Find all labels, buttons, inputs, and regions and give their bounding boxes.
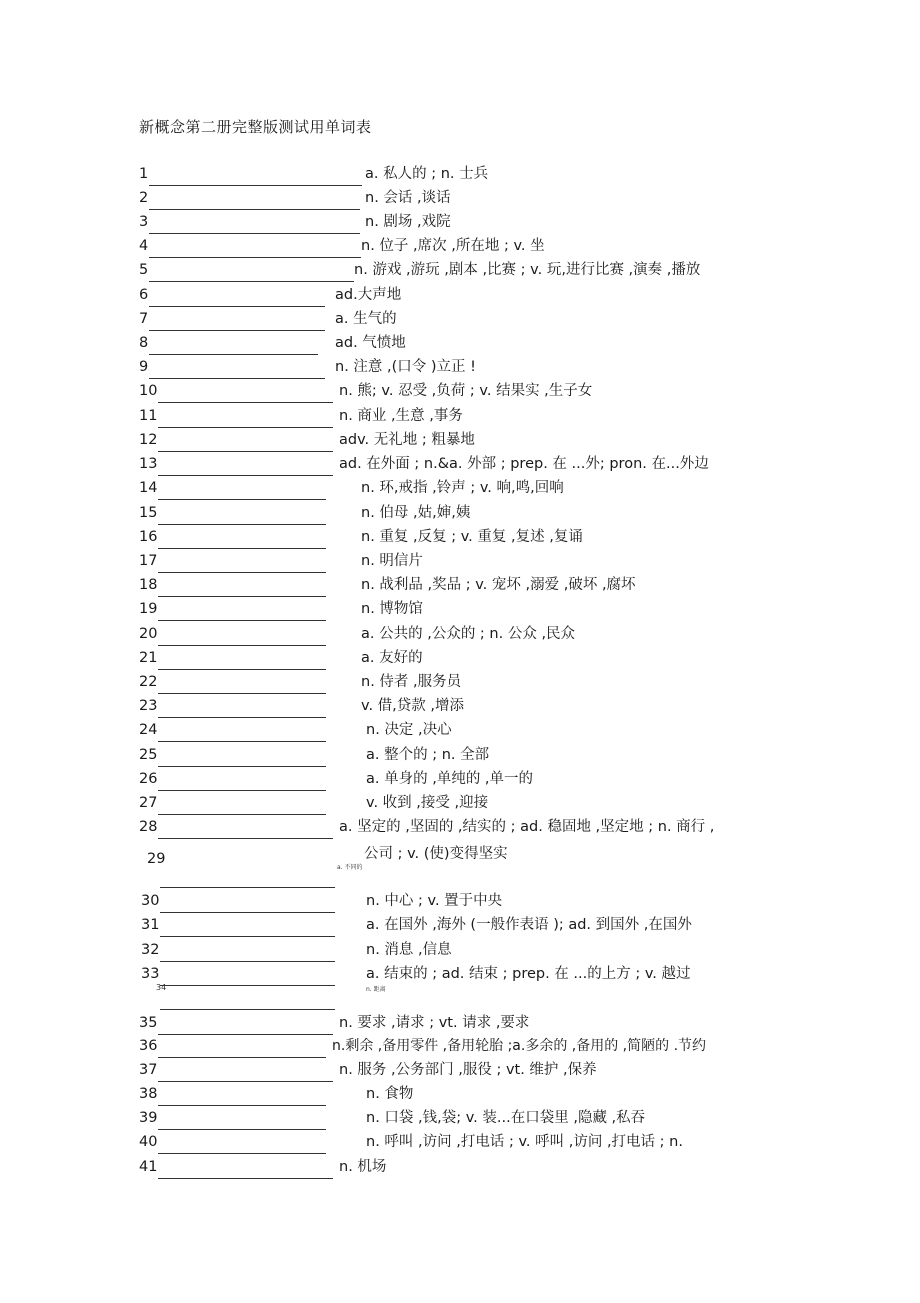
answer-blank[interactable]	[160, 966, 335, 986]
answer-blank[interactable]	[160, 942, 335, 962]
answer-blank[interactable]	[158, 1062, 333, 1082]
list-item	[141, 913, 692, 937]
item-definition: n. 中心 ; v. 置于中央	[366, 893, 503, 909]
item-number: 31	[141, 917, 160, 933]
answer-blank[interactable]	[149, 214, 360, 234]
list-item	[139, 1011, 530, 1035]
answer-blank[interactable]	[158, 819, 333, 839]
list-item	[139, 258, 701, 282]
item-definition: a. 单身的 ,单纯的 ,单一的	[366, 771, 534, 787]
item-definition: adv. 无礼地 ; 粗暴地	[339, 432, 475, 448]
item-number: 4	[139, 238, 149, 254]
list-item	[139, 186, 451, 210]
answer-blank[interactable]	[149, 190, 360, 210]
answer-blank[interactable]	[158, 1159, 333, 1179]
answer-blank[interactable]	[149, 287, 325, 307]
list-item	[139, 452, 709, 476]
item-number: 21	[139, 650, 158, 666]
item-number: 37	[139, 1062, 158, 1078]
item-definition: n. 博物馆	[361, 601, 423, 617]
item-number: 40	[139, 1134, 158, 1150]
item-number: 10	[139, 383, 158, 399]
answer-blank[interactable]	[160, 990, 335, 1010]
list-item	[139, 767, 534, 791]
list-item	[139, 743, 490, 767]
item-number: 12	[139, 432, 158, 448]
item-definition: a. 在国外 ,海外 (一般作表语 ); ad. 到国外 ,在国外	[366, 917, 692, 933]
item-number: 39	[139, 1110, 158, 1126]
item-definition: ad. 气愤地	[335, 335, 406, 351]
answer-blank[interactable]	[158, 1110, 326, 1130]
answer-blank[interactable]	[158, 1015, 333, 1035]
answer-blank[interactable]	[149, 166, 362, 186]
item-definition: a. 结束的 ; ad. 结束 ; prep. 在 ...的上方 ; v. 越过	[366, 966, 691, 982]
list-item	[139, 670, 462, 694]
answer-blank[interactable]	[158, 480, 326, 500]
item-definition: n. 商业 ,生意 ,事务	[339, 408, 463, 424]
list-item	[139, 549, 423, 573]
item-number: 22	[139, 674, 158, 690]
item-definition: a. 生气的	[335, 311, 397, 327]
item-definition: ad. 在外面 ; n.&a. 外部 ; prep. 在 ...外; pron. 在...外边	[339, 456, 709, 472]
item-definition: n. 位子 ,席次 ,所在地 ; v. 坐	[361, 238, 545, 254]
item-definition: n. 游戏 ,游玩 ,剧本 ,比赛 ; v. 玩,进行比赛 ,演奏 ,播放	[354, 262, 701, 278]
answer-blank[interactable]	[158, 505, 326, 525]
item-definition: a. 坚定的 ,坚固的 ,结实的 ; ad. 稳固地 ,坚定地 ; n. 商行 ,	[339, 819, 715, 835]
item-number: 5	[139, 262, 149, 278]
list-item	[139, 718, 452, 742]
answer-blank[interactable]	[160, 917, 335, 937]
list-item	[141, 889, 503, 913]
answer-blank[interactable]	[158, 529, 326, 549]
answer-blank[interactable]	[158, 383, 333, 403]
item-definition: n. 要求 ,请求 ; vt. 请求 ,要求	[339, 1015, 530, 1031]
item-definition: n. 消息 ,信息	[366, 942, 452, 958]
item-definition: n. 服务 ,公务部门 ,服役 ; vt. 维护 ,保养	[339, 1062, 597, 1078]
item-number: 13	[139, 456, 158, 472]
item-number: 26	[139, 771, 158, 787]
answer-blank[interactable]	[158, 553, 326, 573]
item-number: 35	[139, 1015, 158, 1031]
list-item	[139, 404, 463, 428]
item-definition: n. 战利品 ,奖品 ; v. 宠坏 ,溺爱 ,破坏 ,腐坏	[361, 577, 636, 593]
list-item	[141, 938, 452, 962]
item-number: 23	[139, 698, 158, 714]
item-number: 14	[139, 480, 158, 496]
item-number-small: 34	[156, 983, 167, 992]
answer-blank[interactable]	[149, 262, 354, 282]
answer-blank[interactable]	[149, 359, 325, 379]
list-item	[139, 597, 423, 621]
page-title: 新概念第二册完整版测试用单词表	[139, 118, 372, 136]
answer-blank[interactable]	[158, 408, 333, 428]
answer-blank[interactable]	[158, 771, 326, 791]
item-definition: a. 私人的 ; n. 士兵	[365, 166, 489, 182]
answer-blank[interactable]	[158, 626, 326, 646]
answer-blank[interactable]	[158, 795, 326, 815]
answer-blank[interactable]	[158, 747, 326, 767]
item-number: 2	[139, 190, 149, 206]
answer-blank[interactable]	[149, 238, 361, 258]
item-definition: n. 食物	[366, 1086, 414, 1102]
answer-blank[interactable]	[158, 722, 326, 742]
item-number: 29	[147, 851, 166, 867]
answer-blank[interactable]	[149, 335, 318, 355]
item-definition: a. 友好的	[361, 650, 423, 666]
list-item	[139, 646, 423, 670]
item-definition: n. 环,戒指 ,铃声 ; v. 响,鸣,回响	[361, 480, 564, 496]
item-number: 41	[139, 1159, 158, 1175]
list-item	[139, 476, 564, 500]
answer-blank[interactable]	[158, 577, 326, 597]
list-item	[139, 1130, 683, 1154]
list-item	[139, 815, 715, 839]
item-definition: n. 决定 ,决心	[366, 722, 452, 738]
item-definition-small: a. 不同的	[337, 864, 363, 871]
list-item	[139, 501, 471, 525]
list-item	[139, 525, 583, 549]
item-definition: v. 借,贷款 ,增添	[361, 698, 465, 714]
item-number: 9	[139, 359, 149, 375]
list-item	[139, 379, 593, 403]
answer-blank[interactable]	[158, 1038, 326, 1058]
list-item	[139, 573, 636, 597]
list-item	[139, 694, 465, 718]
answer-blank[interactable]	[158, 1134, 326, 1154]
item-number: 7	[139, 311, 149, 327]
item-number: 20	[139, 626, 158, 642]
item-definition-continued: 公司 ; v. (使)变得坚实	[364, 846, 508, 862]
list-item	[139, 234, 545, 258]
answer-blank[interactable]	[160, 868, 335, 888]
answer-blank[interactable]	[158, 456, 333, 476]
answer-blank[interactable]	[158, 674, 326, 694]
item-definition: ad.大声地	[335, 287, 402, 303]
answer-blank[interactable]	[149, 311, 325, 331]
item-number: 3	[139, 214, 149, 230]
item-number: 32	[141, 942, 160, 958]
item-definition: v. 收到 ,接受 ,迎接	[366, 795, 489, 811]
item-definition: n. 重复 ,反复 ; v. 重复 ,复述 ,复诵	[361, 529, 583, 545]
list-item	[139, 210, 451, 234]
item-number: 8	[139, 335, 149, 351]
item-number: 1	[139, 166, 149, 182]
list-item	[141, 962, 691, 986]
item-definition: n. 伯母 ,姑,婶,姨	[361, 505, 471, 521]
item-definition: a. 公共的 ,公众的 ; n. 公众 ,民众	[361, 626, 576, 642]
item-number: 17	[139, 553, 158, 569]
answer-blank[interactable]	[158, 650, 326, 670]
item-definition: n. 呼叫 ,访问 ,打电话 ; v. 呼叫 ,访问 ,打电话 ; n.	[366, 1134, 683, 1150]
list-item	[139, 355, 476, 379]
list-item	[139, 791, 489, 815]
item-number: 18	[139, 577, 158, 593]
item-definition: n.剩余 ,备用零件 ,备用轮胎 ;a.多余的 ,备用的 ,简陋的 .节约	[332, 1038, 707, 1054]
item-definition: n. 剧场 ,戏院	[365, 214, 451, 230]
list-item	[139, 307, 397, 331]
item-number: 16	[139, 529, 158, 545]
item-number: 28	[139, 819, 158, 835]
item-definition: n. 机场	[339, 1159, 387, 1175]
answer-blank[interactable]	[160, 893, 335, 913]
item-number: 24	[139, 722, 158, 738]
item-number: 19	[139, 601, 158, 617]
item-definition-small: n. 距离	[366, 986, 386, 993]
item-number: 30	[141, 893, 160, 909]
item-definition: n. 侍者 ,服务员	[361, 674, 462, 690]
list-item	[139, 1155, 387, 1179]
answer-blank[interactable]	[158, 432, 333, 452]
item-definition: n. 会话 ,谈话	[365, 190, 451, 206]
item-definition: n. 注意 ,(口令 )立正 !	[335, 359, 476, 375]
list-item	[139, 1106, 646, 1130]
list-item	[139, 622, 576, 646]
item-definition: n. 明信片	[361, 553, 423, 569]
item-definition: n. 熊; v. 忍受 ,负荷 ; v. 结果实 ,生子女	[339, 383, 593, 399]
answer-blank[interactable]	[158, 601, 326, 621]
item-number: 15	[139, 505, 158, 521]
item-number: 25	[139, 747, 158, 763]
item-definition: n. 口袋 ,钱,袋; v. 装...在口袋里 ,隐藏 ,私吞	[366, 1110, 646, 1126]
list-item	[139, 1058, 597, 1082]
list-item	[139, 283, 402, 307]
list-item	[139, 428, 475, 452]
list-item	[139, 162, 489, 186]
item-number: 36	[139, 1038, 158, 1054]
item-number: 27	[139, 795, 158, 811]
answer-blank[interactable]	[158, 698, 326, 718]
list-item	[139, 1082, 414, 1106]
list-item	[139, 1034, 707, 1058]
list-item	[139, 331, 406, 355]
item-definition: a. 整个的 ; n. 全部	[366, 747, 490, 763]
item-number: 33	[141, 966, 160, 982]
item-number: 38	[139, 1086, 158, 1102]
answer-blank[interactable]	[158, 1086, 326, 1106]
item-number: 6	[139, 287, 149, 303]
item-number: 11	[139, 408, 158, 424]
